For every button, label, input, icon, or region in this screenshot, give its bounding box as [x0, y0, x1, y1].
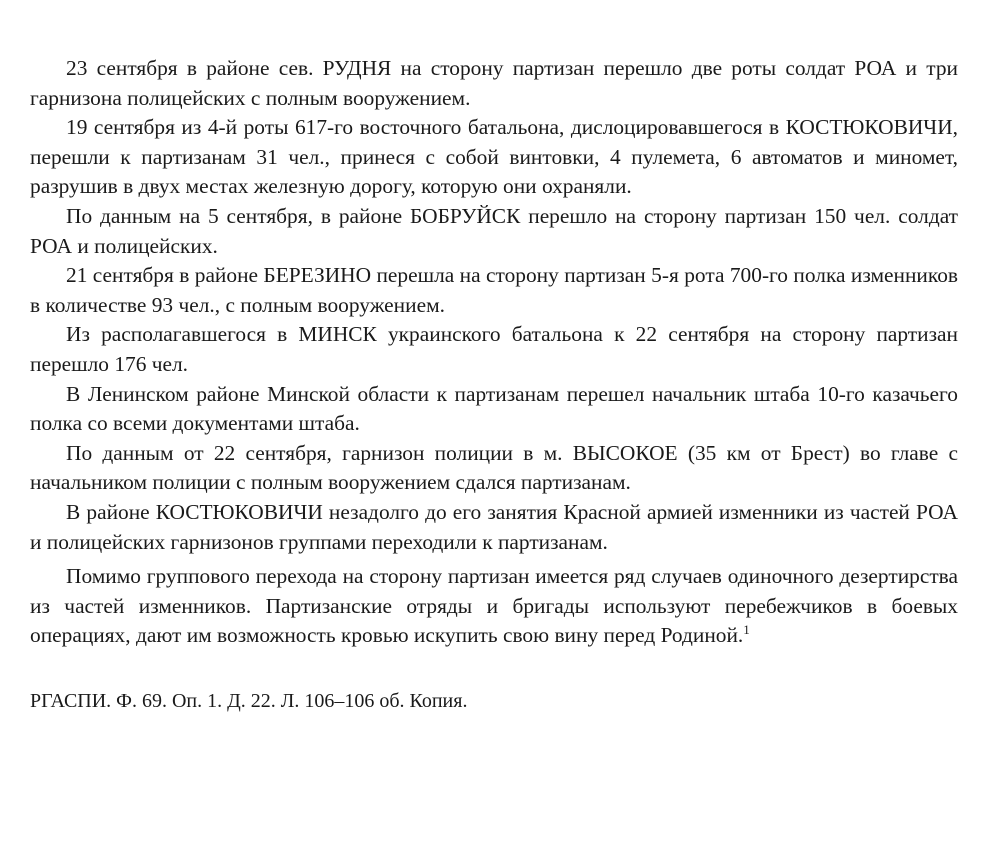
paragraph-vysokoe: По данным от 22 сентября, гарнизон полиции в м. ВЫСОКОЕ (35 км от Брест) во главе с начальником полиции с полным вооружением сдался партизанам. [30, 440, 958, 495]
paragraph-minsk: Из располагавшегося в МИНСК украинского батальона к 22 сентября на сторону партизан перешло 176 чел. [30, 322, 958, 376]
paragraph-kostyukovichi-battalion: 19 сентября из 4-й роты 617-го восточного батальона, дислоцировавшегося в КОСТЮКОВИЧИ, перешли к партизанам 31 чел., принеся с собой винтовки, 4 пулемета, 6 автоматов и миномет, разрушив в двух местах железную дорогу, которую они охраняли. [30, 115, 958, 199]
paragraph-conclusion [30, 562, 958, 651]
conclusion-text: Помимо группового перехода на сторону партизан имеется ряд случаев одиночного дезертирства из частей изменников. Партизанские отряды и бригады используют перебежчиков в боевых операциях, дают им возможность кровью искупить свою вину перед Родиной. [30, 564, 958, 648]
document-page [30, 54, 958, 715]
paragraph-kostyukovichi-region: В районе КОСТЮКОВИЧИ незадолго до его занятия Красной армией изменники из частей РОА и полицейских гарнизонов группами переходили к партизанам. [30, 499, 958, 554]
archive-source: РГАСПИ. Ф. 69. Оп. 1. Д. 22. Л. 106–106 об. Копия. [30, 689, 468, 712]
paragraph-leninsky-district: В Ленинском районе Минской области к партизанам перешел начальник штаба 10-го казачьего полка со всеми документами штаба. [30, 381, 958, 436]
footnote-mark: 1 [743, 622, 750, 638]
paragraph-berezino: 21 сентября в районе БЕРЕЗИНО перешла на сторону партизан 5-я рота 700-го полка изменников в количестве 93 чел., с полным вооружением. [30, 263, 958, 317]
paragraph-rudnya: 23 сентября в районе сев. РУДНЯ на сторону партизан перешло две роты солдат РОА и три гарнизона полицейских с полным вооружением. [30, 56, 958, 110]
paragraph-bobruysk: По данным на 5 сентября, в районе БОБРУЙСК перешло на сторону партизан 150 чел. солдат РОА и полицейских. [30, 203, 958, 258]
